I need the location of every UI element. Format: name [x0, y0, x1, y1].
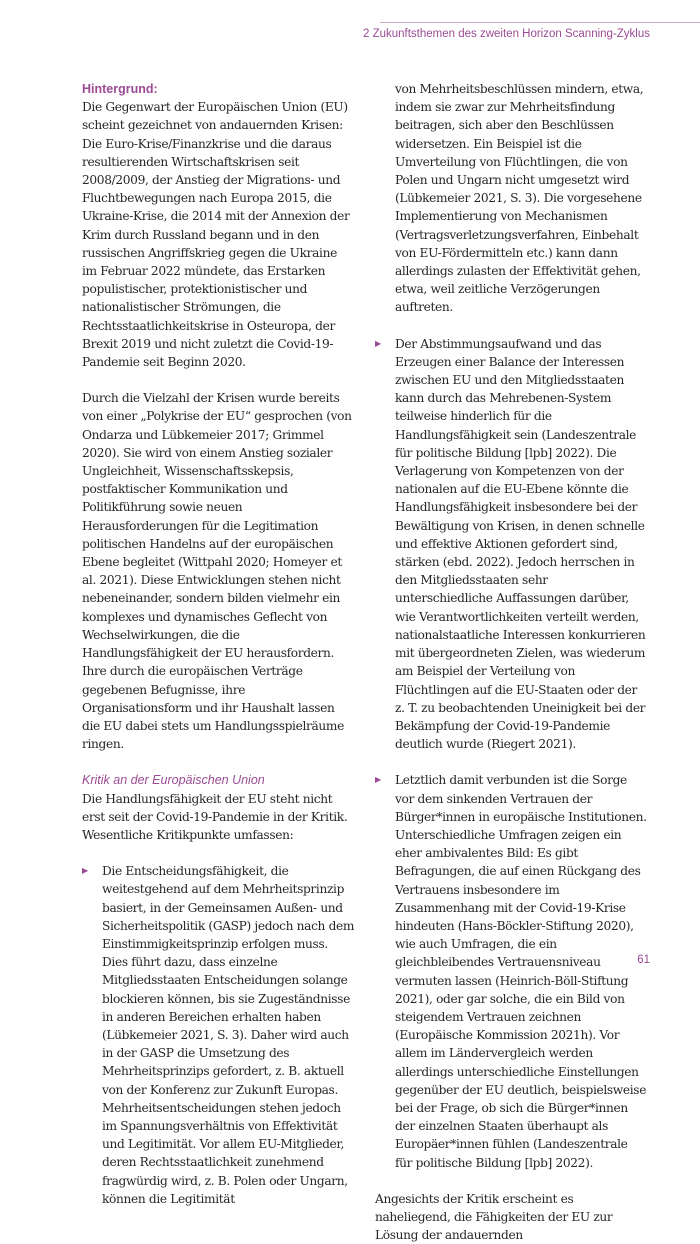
section-heading-hintergrund: Hintergrund:	[82, 82, 158, 96]
list-item-text: Letztlich damit verbunden ist die Sorge vor dem sinkenden Vertrauen der Bürger*innen in europäische Institutionen. Unterschiedliche Umfragen zeigen ein eher ambivalentes Bild: Es gibt Befragungen, die auf einen Rückgang des Vertrauens insbesondere im Zusammenhang mit der Covid-19-Krise hindeuten (Hans-Böckler-Stiftung 2020), wie auch Umfragen, die ein gleichbleibendes Vertrauensniveau vermuten lassen (Heinrich-Böll-Stiftung 2021), oder gar solche, die ein Bild von steigendem Vertrauen zeichnen (Europäische Kommission 2021h). Vor allem im Ländervergleich werden allerdings unterschiedliche Einstellungen gegenüber der EU deutlich, beispielsweise bei der Frage, ob sich die Bürger*innen der einzelnen Staaten überhaupt als Europäer*innen fühlen (Landeszentrale für politische Bildung [lpb] 2022).	[395, 773, 647, 1170]
list-item-text: Der Abstimmungsaufwand und das Erzeugen einer Balance der Interessen zwischen EU und den Mitgliedsstaaten kann durch das Mehrebenen-System teilweise hinderlich für die Handlungsfähigkeit sein (Landeszentrale für politische Bildung [lpb] 2022). Die Verlagerung von Kompetenzen von der nationalen auf die EU-Ebene könnte die Handlungsfähigkeit insbesondere bei der Bewältigung von Krisen, in denen schnelle und effektive Aktionen gefordert sind, stärken (ebd. 2022). Jedoch herrschen in den Mitgliedsstaaten sehr unterschiedliche Auffassungen darüber, wie Verantwortlichkeiten verteilt werden, nationalstaatliche Interessen konkurrieren mit übergeordneten Zielen, was wiederum am Beispiel der Verteilung von Flüchtlingen auf die EU-Staaten oder der z. T. zu beobachtenden Uneinigkeit bei der Bekämpfung der Covid-19-Pandemie deutlich wurde (Riegert 2021).	[395, 336, 646, 752]
spacer	[82, 371, 355, 389]
right-column	[375, 80, 648, 1244]
paragraph-hintergrund: Die Gegenwart der Europäischen Union (EU) scheint gezeichnet von andauernden Krisen: Die Euro-Krise/Finanzkrise und die daraus resultierenden Wirtschaftskrisen seit 2008/2009, der Anstieg der Migrations- und Fluchtbewegungen nach Europa 2015, die Ukraine-Krise, die 2014 mit der Annexion der Krim durch Russland begann und in den russischen Angriffskrieg gegen die Ukraine im Februar 2022 mündete, das Erstarken populistischer, protektionistischer und nationalistischer Strömungen, die Rechtsstaatlichkeitskrise in Osteuropa, der Brexit 2019 und nicht zuletzt die Covid-19-Pandemie seit Beginn 2020.	[82, 100, 350, 370]
triangle-right-icon: ▶	[82, 866, 88, 876]
page-number: 61	[637, 954, 650, 966]
spacer	[375, 1172, 648, 1190]
list-item-text: von Mehrheitsbeschlüssen mindern, etwa, indem sie zwar zur Mehrheitsfindung beitragen, sich aber den Beschlüssen widersetzen. Ein Beispiel ist die Umverteilung von Flüchtlingen, die von Polen und Ungarn nicht umgesetzt wird (Lübkemeier 2021, S. 3). Die vorgesehene Implementierung von Mechanismen (Vertragsverletzungsverfahren, Einbehalt von EU-Fördermitteln etc.) kann dann allerdings zulasten der Effektivität gehen, etwa, weil zeitliche Verzögerungen auftreten.	[395, 82, 644, 315]
spacer	[375, 317, 648, 335]
list-item-continuation	[375, 80, 648, 317]
list-item	[375, 335, 648, 754]
paragraph-polykrise: Durch die Vielzahl der Krisen wurde bereits von einer „Polykrise der EU“ gesprochen (von Ondarza und Lübkemeier 2017; Grimmel 2020). Sie wird von einem Anstieg sozialer Ungleichheit, Wissenschaftsskepsis, postfaktischer Kommunikation und Politikführung sowie neuen Herausforderungen für die Legitimation politischen Handelns auf der europäischen Ebene begleitet (Wittpahl 2020; Homeyer et al. 2021). Diese Entwicklungen stehen nicht nebeneinander, sondern bilden vielmehr ein komplexes und dynamisches Geflecht von Wechselwirkungen, die die Handlungsfähigkeit der EU herausfordern. Ihre durch die europäischen Verträge gegebenen Befugnisse, ihre Organisationsform und ihr Haushalt lassen die EU dabei stets um Handlungsspielräume ringen.	[82, 391, 352, 752]
header-rule	[380, 22, 700, 23]
section-heading-kritik: Kritik an der Europäischen Union	[82, 773, 265, 788]
spacer	[375, 753, 648, 771]
list-item-text: Die Entscheidungsfähigkeit, die weitestgehend auf dem Mehrheitsprinzip basiert, in der Gemeinsamen Außen- und Sicherheitspolitik (GASP) jedoch nach dem Einstimmigkeitsprinzip erfolgen muss. Dies führt dazu, dass einzelne Mitgliedsstaaten Entscheidungen solange blockieren können, bis sie Zugeständnisse in anderen Bereichen erhalten haben (Lübkemeier 2021, S. 3). Daher wird auch in der GASP die Umsetzung des Mehrheitsprinzips gefordert, z. B. aktuell von der Konferenz zur Zukunft Europas. Mehrheitsentscheidungen stehen jedoch im Spannungsverhältnis von Effektivität und Legitimität. Vor allem EU-Mitglieder, deren Rechtsstaatlichkeit zunehmend fragwürdig wird, z. B. Polen oder Ungarn, können die Legitimität	[102, 864, 355, 1206]
paragraph-kritik-intro: Die Handlungsfähigkeit der EU steht nicht erst seit der Covid-19-Pandemie in der Kritik. Wesentliche Kritikpunkte umfassen:	[82, 791, 348, 842]
triangle-right-icon: ▶	[375, 775, 381, 785]
spacer	[82, 753, 355, 771]
triangle-right-icon: ▶	[375, 338, 381, 348]
list-item	[375, 771, 648, 1171]
running-header: 2 Zukunftsthemen des zweiten Horizon Scanning-Zyklus	[362, 28, 650, 40]
left-column	[82, 80, 355, 1208]
paragraph-closing: Angesichts der Kritik erscheint es naheliegend, die Fähigkeiten der EU zur Lösung der andauernden	[375, 1191, 613, 1243]
spacer	[82, 844, 355, 862]
list-item	[82, 862, 355, 1208]
